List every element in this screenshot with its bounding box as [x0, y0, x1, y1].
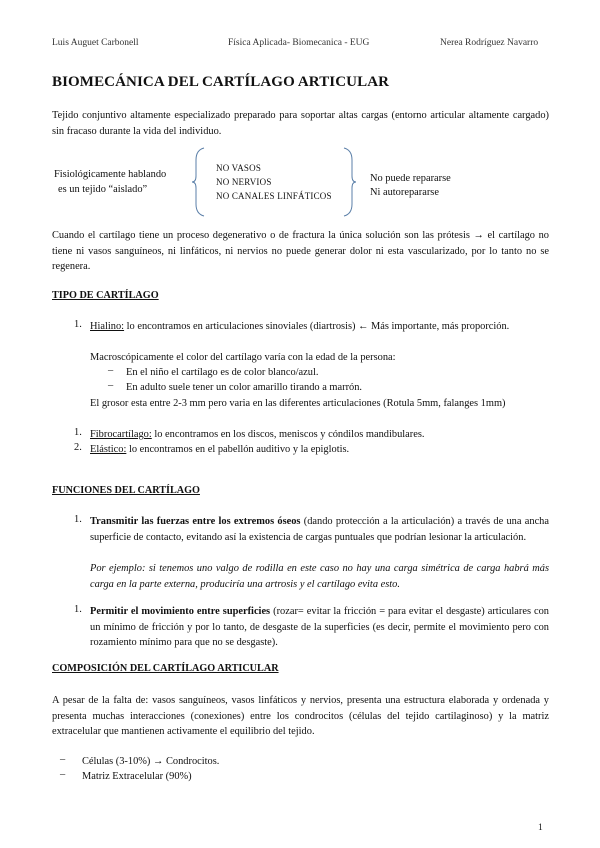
term-hialino: Hialino:	[90, 321, 125, 332]
function-movimiento	[90, 604, 549, 651]
list-item-elastico	[90, 442, 349, 458]
intro-paragraph: Tejido conjuntivo altamente especializado preparado para soportar altas cargas (entorno articular altamente cargado) sin fracaso durante la vida del individuo.	[52, 110, 549, 137]
macro-text: Macroscópicamente el color del cartílago varía con la edad de la persona:	[90, 352, 396, 363]
diagram-item-no-nervios: NO NERVIOS	[216, 177, 272, 187]
function-transmitir	[90, 514, 549, 545]
elastico-text: lo encontramos en el pabellón auditivo y la epiglotis.	[126, 444, 350, 455]
bullet-dash-icon: –	[60, 754, 66, 765]
diagram-left-line2: es un tejido “aislado”	[58, 184, 148, 195]
list-item-fibrocartilago	[90, 427, 424, 443]
list-number: 1.	[74, 514, 82, 525]
header-course: Física Aplicada- Biomecanica - EUG	[228, 38, 370, 48]
list-number: 1.	[74, 427, 82, 438]
bullet-dash-icon: –	[108, 380, 114, 391]
term-fibrocartilago: Fibrocartílago:	[90, 429, 152, 440]
hialino-text: lo encontramos en articulaciones sinoviales (diartrosis) ← Más importante, más proporción.	[124, 321, 510, 332]
function-transmitir-text: (dando protección a la articulación) a través de una ancha superficie de contacto, evitando así la existencia de cargas puntuales que podrían lesionar la articulación.	[90, 516, 549, 543]
grosor-text: El grosor esta entre 2-3 mm pero varia en las diferentes articulaciones (Rotula 5mm, falanges 1mm)	[90, 398, 506, 409]
bullet-matriz: Matriz Extracelular (90%)	[82, 771, 192, 782]
term-elastico: Elástico:	[90, 444, 127, 455]
diagram-left-line1: Fisiológicamente hablando	[54, 169, 167, 180]
bullet-dash-icon: –	[60, 769, 66, 780]
page-title: BIOMECÁNICA DEL CARTÍLAGO ARTICULAR	[52, 74, 390, 90]
bullet-celulas: Células (3-10%) → Condrocitos.	[82, 756, 220, 767]
function-movimiento-text: (rozar= evitar la fricción = para evitar el desgaste) articulares con un mínimo de fricción y por lo tanto, de desgaste de la superficies (es decir, permite el movimiento pero con rozamiento mínimo para que no se desgaste).	[90, 606, 550, 648]
left-brace-icon	[192, 148, 206, 216]
page-number: 1	[538, 823, 543, 833]
header-author-left: Luis Auguet Carbonell	[52, 38, 139, 48]
list-number: 1.	[74, 319, 82, 330]
bullet-dash-icon: –	[108, 365, 114, 376]
section-heading-composicion: COMPOSICIÓN DEL CARTÍLAGO ARTICULAR	[52, 663, 279, 674]
header-author-right: Nerea Rodríguez Navarro	[440, 38, 539, 48]
diagram-item-no-vasos: NO VASOS	[216, 163, 262, 173]
diagram-right-line2: Ni autorepararse	[370, 187, 439, 198]
diagram-item-no-canales: NO CANALES LINFÁTICOS	[216, 191, 332, 201]
list-number: 2.	[74, 442, 82, 453]
function-movimiento-title: Permitir el movimiento entre superficies	[90, 606, 271, 617]
composition-paragraph: A pesar de la falta de: vasos sanguíneos, vasos linfáticos y nervios, presenta una estructura elaborada y ordenada y presenta muchas interacciones (conexiones) entre los condrocitos (células del tejido cartilaginoso) y la matriz extracelular que mantienen activamente el equilibrio del tejido.	[52, 695, 549, 737]
section-heading-funciones: FUNCIONES DEL CARTÍLAGO	[52, 485, 200, 496]
bullet-adulto: En adulto suele tener un color amarillo tirando a marrón.	[126, 382, 363, 393]
function-transmitir-title: Transmitir las fuerzas entre los extremos óseos	[90, 516, 301, 527]
degeneration-paragraph: Cuando el cartílago tiene un proceso degenerativo o de fractura la única solución son las prótesis → el cartílago no tiene ni vasos sanguíneos, ni linfáticos, ni nervios no puede generar dolor ni esta vascularizado, por lo tanto no se regenera.	[52, 230, 549, 272]
bullet-nino: En el niño el cartílago es de color blanco/azul.	[126, 367, 319, 378]
function-example: Por ejemplo: si tenemos uno valgo de rodilla en este caso no hay una carga simétrica de carga habrá más carga en la parte externa, produciría una artrosis y el cartílago evita esto.	[90, 563, 549, 590]
right-brace-icon	[344, 148, 358, 216]
list-number: 1.	[74, 604, 82, 615]
diagram-right-line1: No puede repararse	[370, 173, 451, 184]
list-item-hialino	[90, 319, 549, 335]
section-heading-tipo: TIPO DE CARTÍLAGO	[52, 290, 159, 301]
fibrocartilago-text: lo encontramos en los discos, meniscos y cóndilos mandibulares.	[151, 429, 425, 440]
